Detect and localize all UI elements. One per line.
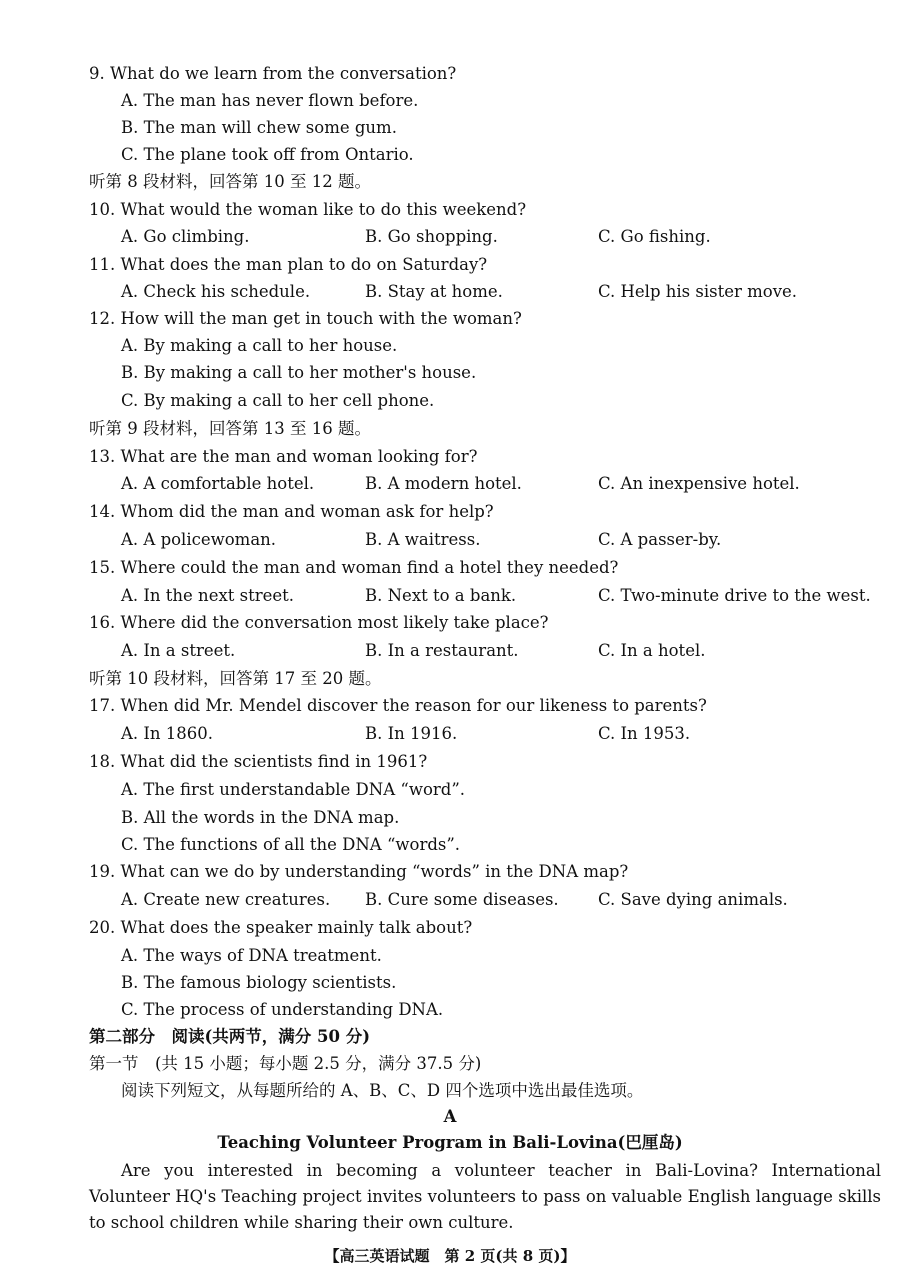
passage-title: Teaching Volunteer Program in Bali-Lovina(巴厘岛) xyxy=(217,1133,683,1152)
question-16-option-b: B. In a restaurant. xyxy=(365,641,519,660)
question-10-stem: 10. What would the woman like to do this weekend? xyxy=(89,200,527,219)
section-1-title: 第一节 (共 15 小题；每小题 2.5 分，满分 37.5 分) xyxy=(89,1054,482,1073)
question-16-stem: 16. Where did the conversation most likely take place? xyxy=(89,613,549,632)
question-16-option-c: C. In a hotel. xyxy=(598,641,706,660)
question-19-option-c: C. Save dying animals. xyxy=(598,890,788,909)
question-13-option-a: A. A comfortable hotel. xyxy=(121,474,315,493)
page-footer: 【高三英语试题 第 2 页(共 8 页)】 xyxy=(324,1247,576,1265)
question-10-option-c: C. Go fishing. xyxy=(598,227,711,246)
question-11-option-c: C. Help his sister move. xyxy=(598,282,798,301)
question-14-stem: 14. Whom did the man and woman ask for help? xyxy=(89,502,494,521)
question-12-option-a: A. By making a call to her house. xyxy=(121,336,398,355)
passage-paragraph-1: Are you interested in becoming a volunteer teacher in Bali-Lovina? International Volunteer HQ's Teaching project invites volunteers to pass on valuable English language skills to school children while sharing their own culture. xyxy=(89,1161,881,1232)
question-17-option-a: A. In 1860. xyxy=(121,724,214,743)
question-19-option-a: A. Create new creatures. xyxy=(121,890,331,909)
question-15-stem: 15. Where could the man and woman find a hotel they needed? xyxy=(89,558,619,577)
section-8-instruction: 听第 8 段材料，回答第 10 至 12 题。 xyxy=(89,172,371,191)
question-18-option-c: C. The functions of all the DNA “words”. xyxy=(121,835,461,854)
question-20-option-b: B. The famous biology scientists. xyxy=(121,973,397,992)
question-10-option-a: A. Go climbing. xyxy=(121,227,250,246)
question-17-option-c: C. In 1953. xyxy=(598,724,691,743)
part-2-title: 第二部分 阅读(共两节，满分 50 分) xyxy=(89,1027,371,1046)
question-18-option-a: A. The first understandable DNA “word”. xyxy=(121,780,466,799)
question-15-option-c: C. Two-minute drive to the west. xyxy=(598,586,871,605)
question-14-option-c: C. A passer-by. xyxy=(598,530,722,549)
question-18-option-b: B. All the words in the DNA map. xyxy=(121,808,400,827)
question-10-option-b: B. Go shopping. xyxy=(365,227,498,246)
question-17-option-b: B. In 1916. xyxy=(365,724,458,743)
question-9-option-c: C. The plane took off from Ontario. xyxy=(121,145,414,164)
question-20-option-c: C. The process of understanding DNA. xyxy=(121,1000,444,1019)
question-14-option-b: B. A waitress. xyxy=(365,530,481,549)
question-20-stem: 20. What does the speaker mainly talk about? xyxy=(89,918,473,937)
question-9-option-a: A. The man has never flown before. xyxy=(121,91,419,110)
question-11-option-a: A. Check his schedule. xyxy=(121,282,311,301)
question-16-option-a: A. In a street. xyxy=(121,641,236,660)
question-13-option-b: B. A modern hotel. xyxy=(365,474,522,493)
question-12-option-c: C. By making a call to her cell phone. xyxy=(121,391,435,410)
question-13-stem: 13. What are the man and woman looking for? xyxy=(89,447,478,466)
question-17-stem: 17. When did Mr. Mendel discover the reason for our likeness to parents? xyxy=(89,696,707,715)
question-11-option-b: B. Stay at home. xyxy=(365,282,503,301)
question-19-stem: 19. What can we do by understanding “words” in the DNA map? xyxy=(89,862,629,881)
question-9-option-b: B. The man will chew some gum. xyxy=(121,118,397,137)
question-19-option-b: B. Cure some diseases. xyxy=(365,890,559,909)
question-14-option-a: A. A policewoman. xyxy=(121,530,277,549)
question-12-option-b: B. By making a call to her mother's house. xyxy=(121,363,477,382)
question-9-stem: 9. What do we learn from the conversation? xyxy=(89,64,457,83)
passage-letter: A xyxy=(443,1107,457,1126)
question-12-stem: 12. How will the man get in touch with the woman? xyxy=(89,309,522,328)
question-20-option-a: A. The ways of DNA treatment. xyxy=(121,946,382,965)
question-13-option-c: C. An inexpensive hotel. xyxy=(598,474,800,493)
question-15-option-a: A. In the next street. xyxy=(121,586,295,605)
section-10-instruction: 听第 10 段材料，回答第 17 至 20 题。 xyxy=(89,669,382,688)
section-9-instruction: 听第 9 段材料，回答第 13 至 16 题。 xyxy=(89,419,371,438)
reading-instruction: 阅读下列短文，从每题所给的 A、B、C、D 四个选项中选出最佳选项。 xyxy=(121,1081,644,1100)
question-11-stem: 11. What does the man plan to do on Saturday? xyxy=(89,255,488,274)
question-15-option-b: B. Next to a bank. xyxy=(365,586,517,605)
question-18-stem: 18. What did the scientists find in 1961? xyxy=(89,752,428,771)
